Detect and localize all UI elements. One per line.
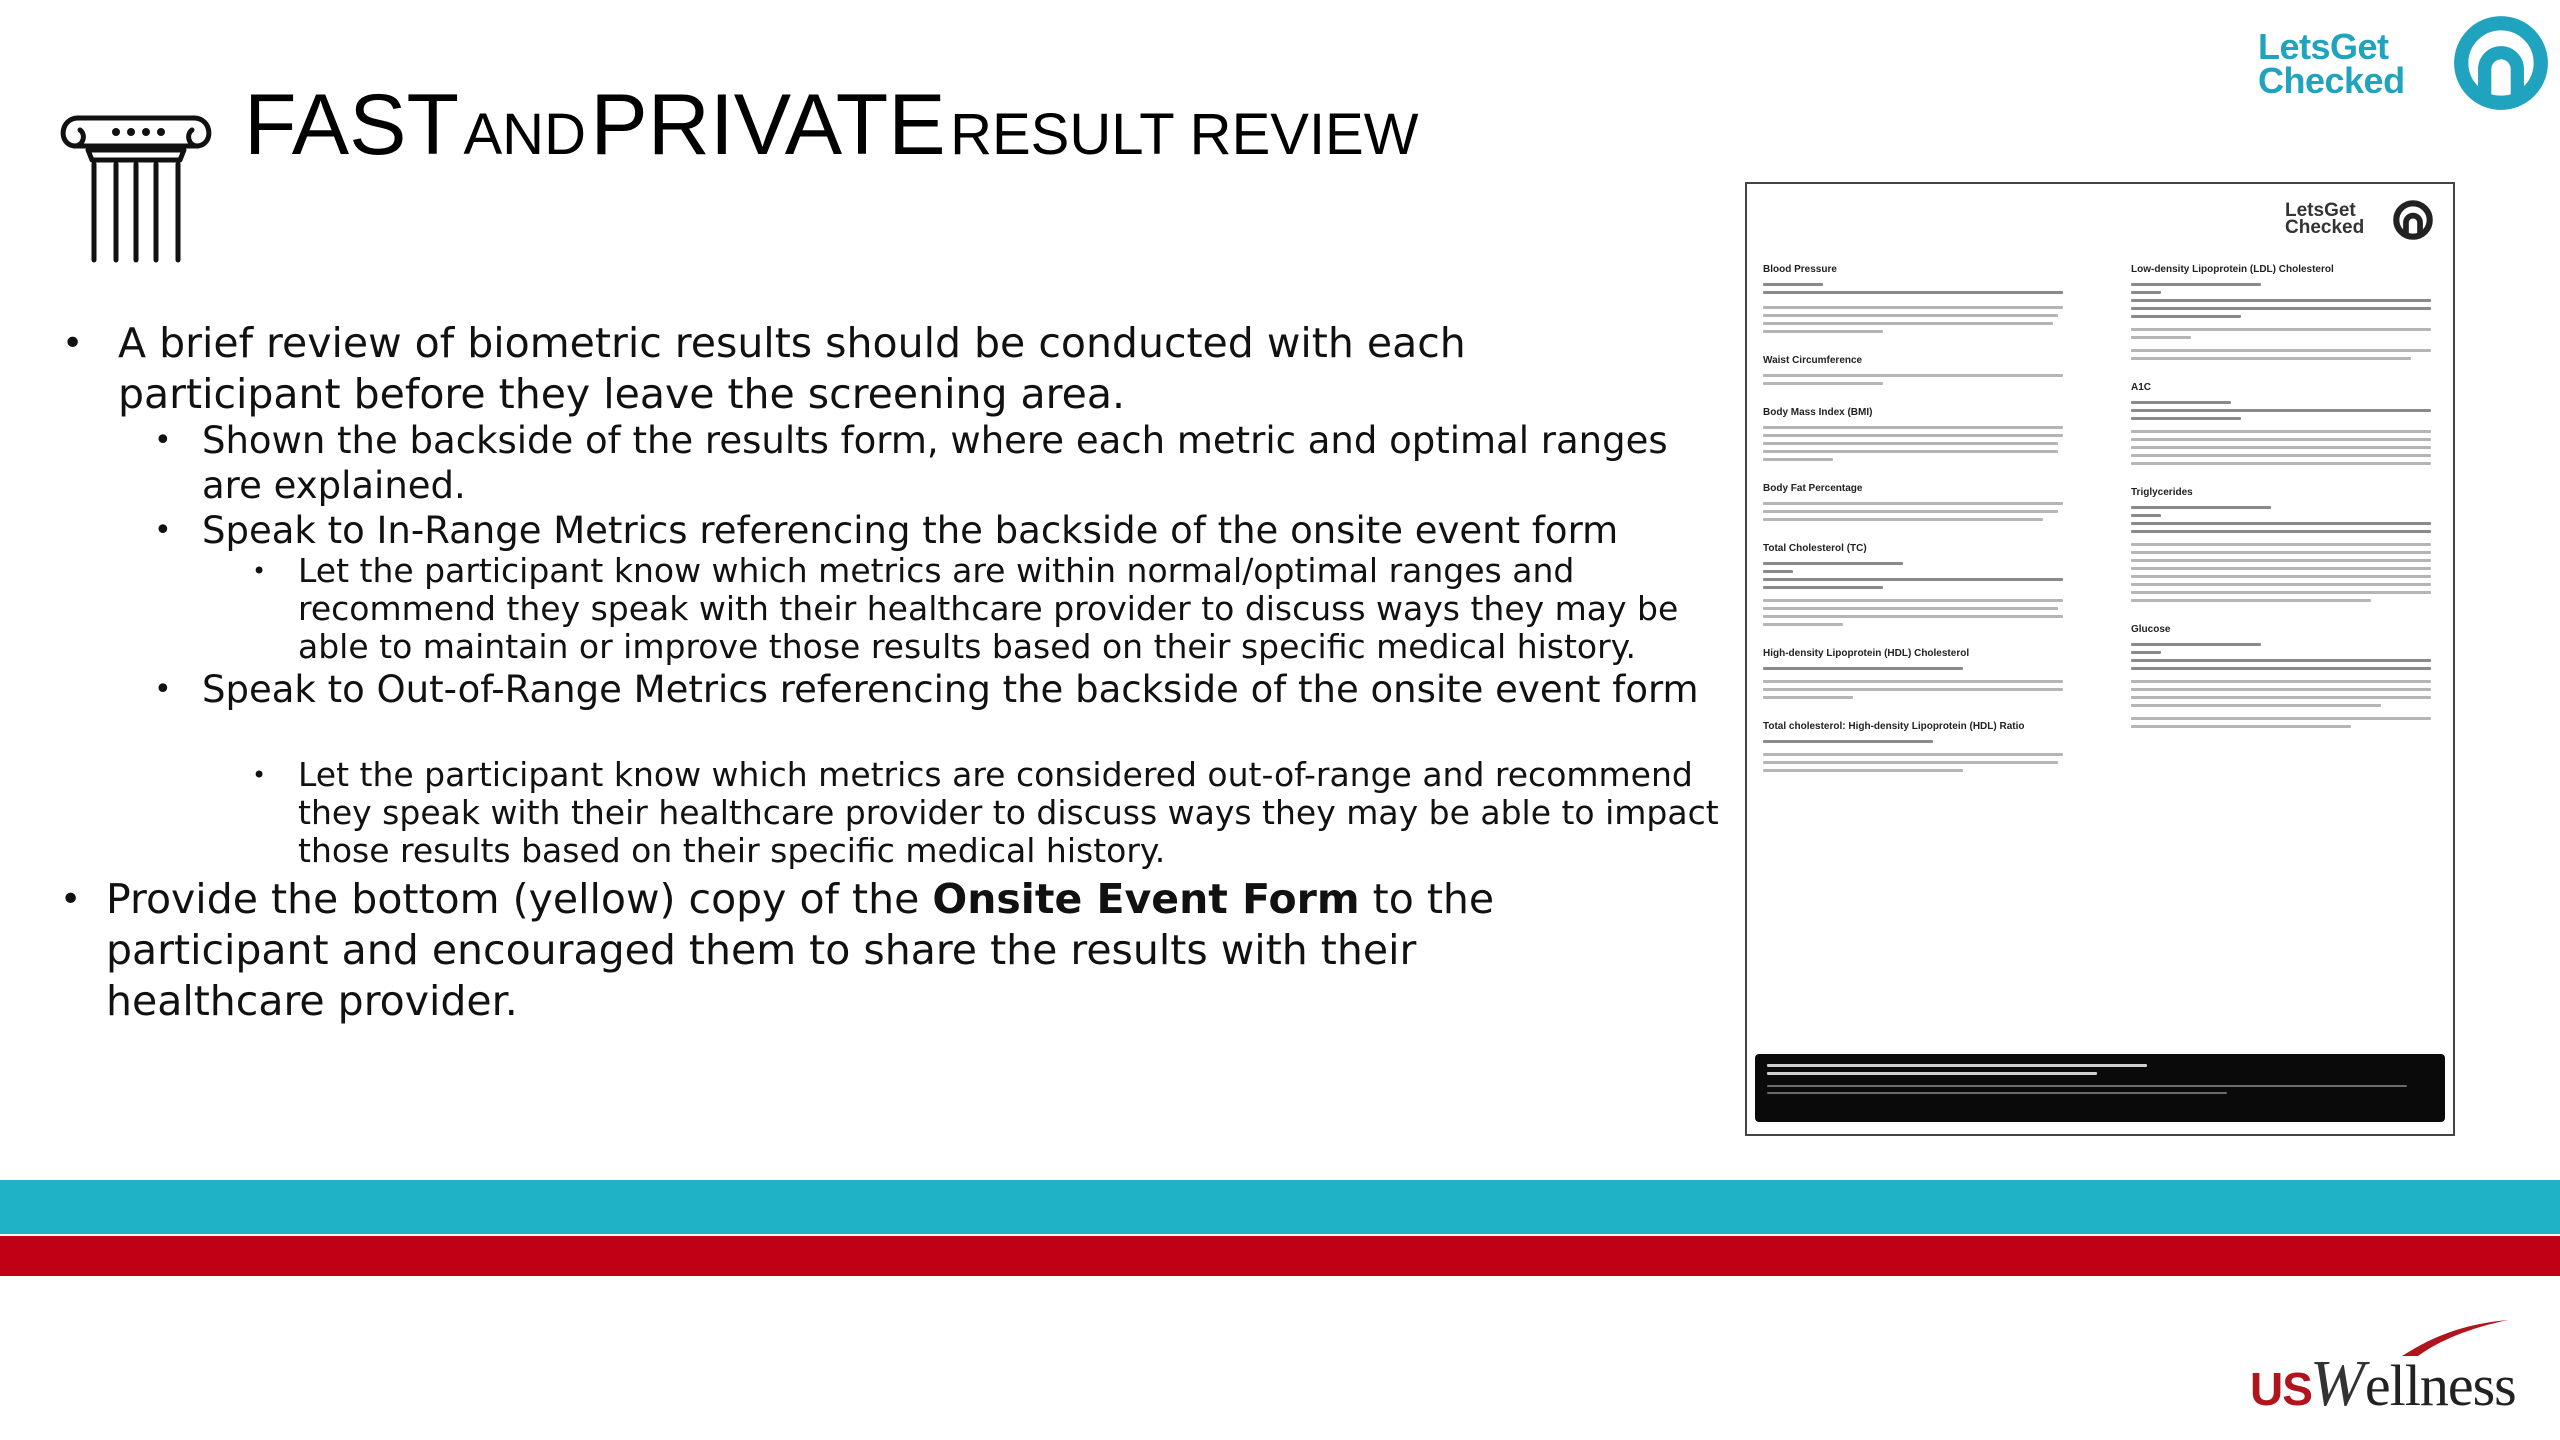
form-footer-banner bbox=[1755, 1054, 2445, 1122]
sub-bullet-item bbox=[154, 667, 1722, 712]
lgc-ring-icon bbox=[2450, 12, 2552, 114]
form-section-heading: Body Fat Percentage bbox=[1763, 483, 1863, 494]
bullet-text: Let the participant know which metrics are considered out-of-range and recommend they speak with their healthcare provider to discuss ways they may be able to impact those results based on their specific medical history. bbox=[298, 755, 1719, 870]
bullet-item bbox=[62, 318, 1638, 420]
form-section bbox=[1763, 407, 2083, 461]
bullet-text: Let the participant know which metrics are within normal/optimal ranges and recommend they speak with their healthcare provider to discuss ways they may be able to maintain or improve those results based on their specific medical history. bbox=[298, 551, 1679, 666]
bullet-text-pre: Provide the bottom (yellow) copy of the bbox=[106, 875, 933, 923]
bullet-dot-icon: • bbox=[252, 557, 267, 585]
red-band bbox=[0, 1236, 2560, 1276]
logo-line-2: Checked bbox=[2258, 60, 2405, 101]
form-section bbox=[2131, 624, 2451, 728]
bullet-item bbox=[60, 874, 1626, 1027]
uswellness-logo bbox=[2250, 1318, 2550, 1418]
form-left-column bbox=[1763, 264, 2083, 794]
form-section bbox=[1763, 721, 2083, 772]
bullet-dot-icon: • bbox=[154, 513, 172, 548]
form-logo-line-2: Checked bbox=[2285, 217, 2365, 238]
sub-bullet-item bbox=[154, 418, 1722, 508]
letsgetchecked-logo bbox=[2258, 12, 2552, 116]
results-form-preview bbox=[1745, 182, 2455, 1136]
form-section-heading: Total cholesterol: High-density Lipoprotein (HDL) Ratio bbox=[1763, 721, 2025, 732]
form-section-heading: Blood Pressure bbox=[1763, 264, 1837, 275]
bullet-dot-icon: • bbox=[154, 672, 172, 707]
title-private: PRIVATE bbox=[590, 77, 946, 173]
bullet-text: A brief review of biometric results should be conducted with each participant before they leave the screening area. bbox=[118, 319, 1466, 418]
uswellness-w: W bbox=[2309, 1347, 2365, 1420]
form-section-heading: Body Mass Index (BMI) bbox=[1763, 407, 1873, 418]
form-lgc-ring-icon bbox=[2391, 198, 2435, 242]
form-section-heading: High-density Lipoprotein (HDL) Cholesterol bbox=[1763, 648, 1970, 659]
form-logo-wordmark bbox=[2285, 202, 2364, 236]
logo-line-1: LetsGet bbox=[2258, 26, 2389, 67]
sub-sub-bullet-item bbox=[252, 755, 1758, 870]
teal-band bbox=[0, 1180, 2560, 1234]
form-section-heading: Triglycerides bbox=[2131, 487, 2193, 498]
form-section bbox=[2131, 382, 2451, 465]
page-title bbox=[244, 77, 1419, 173]
sub-bullet-item bbox=[154, 508, 1722, 553]
form-section-heading: Low-density Lipoprotein (LDL) Cholesterol bbox=[2131, 264, 2334, 275]
bullet-text: Shown the backside of the results form, where each metric and optimal ranges are explained. bbox=[202, 419, 1668, 507]
form-section-heading: Total Cholesterol (TC) bbox=[1763, 543, 1867, 554]
form-section bbox=[1763, 483, 2083, 521]
onsite-event-form-label: Onsite Event Form bbox=[932, 875, 1360, 923]
form-section bbox=[1763, 264, 2083, 333]
bullet-dot-icon: • bbox=[62, 323, 84, 364]
bullet-text: Speak to Out-of-Range Metrics referencing the backside of the onsite event form bbox=[202, 668, 1699, 711]
form-logo bbox=[2285, 198, 2435, 242]
title-and: AND bbox=[463, 102, 586, 167]
bullet-dot-icon: • bbox=[252, 761, 267, 789]
form-section-heading: Glucose bbox=[2131, 624, 2171, 635]
title-result-review: RESULT REVIEW bbox=[950, 102, 1419, 167]
form-logo-line-1: LetsGet bbox=[2285, 200, 2356, 221]
bullet-dot-icon: • bbox=[60, 879, 82, 920]
uswellness-us: US bbox=[2250, 1363, 2312, 1415]
form-section bbox=[1763, 355, 2083, 385]
bullet-dot-icon: • bbox=[154, 423, 172, 458]
logo-wordmark bbox=[2258, 26, 2405, 101]
form-section bbox=[1763, 648, 2083, 699]
title-fast: FAST bbox=[244, 77, 460, 173]
form-right-column bbox=[2131, 264, 2451, 750]
form-section bbox=[1763, 543, 2083, 626]
form-section-heading: A1C bbox=[2131, 382, 2152, 393]
form-section bbox=[2131, 264, 2451, 360]
bullet-text-post: to the participant and encouraged them to share the results with their healthcare provider. bbox=[106, 875, 1495, 1025]
sub-sub-bullet-item bbox=[252, 551, 1758, 666]
bullet-text: Speak to In-Range Metrics referencing the backside of the onsite event form bbox=[202, 509, 1619, 552]
form-section bbox=[2131, 487, 2451, 602]
form-section-heading: Waist Circumference bbox=[1763, 355, 1863, 366]
uswellness-wordmark bbox=[2250, 1346, 2516, 1422]
greek-column-icon bbox=[56, 100, 216, 266]
uswellness-ellness: ellness bbox=[2364, 1353, 2516, 1418]
